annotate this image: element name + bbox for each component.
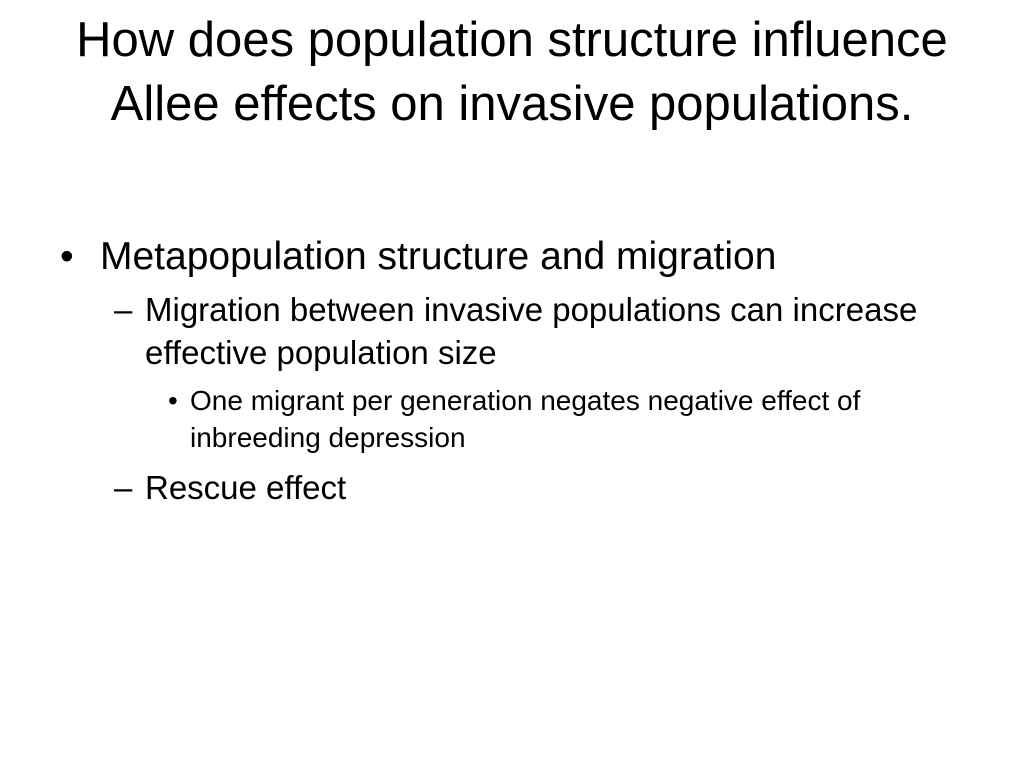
bullet-level2 — [0, 288, 1024, 374]
dash-marker: – — [114, 291, 133, 328]
bullet-level2 — [0, 466, 1024, 509]
dash-marker: – — [114, 469, 133, 506]
bullet-level3 — [0, 382, 1024, 456]
bullet-marker: • — [60, 235, 74, 278]
bullet-text: Rescue effect — [145, 469, 347, 506]
slide-title: How does population structure influence Allee effects on invasive populations. — [76, 13, 948, 131]
bullet-level1 — [0, 232, 1024, 282]
bullet-text: One migrant per generation negates negative effect of inbreeding depression — [190, 385, 861, 453]
bullet-text: Metapopulation structure and migration — [100, 235, 777, 278]
bullet-text: Migration between invasive populations can increase effective population size — [145, 291, 918, 371]
bullet-marker: • — [168, 385, 178, 416]
slide-content — [0, 232, 1024, 517]
